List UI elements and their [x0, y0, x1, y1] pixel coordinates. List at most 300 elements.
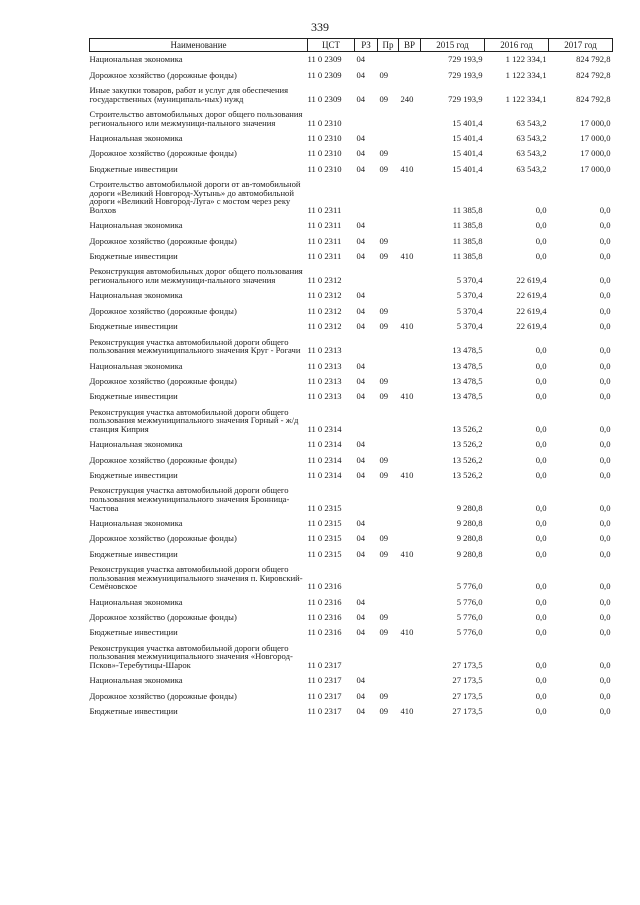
cell-2017: 0,0	[599, 581, 611, 592]
table-row	[90, 404, 613, 437]
cell-rz: 04	[356, 69, 366, 80]
cell-name: Реконструкция автомобильных дорог общего пользования регионального или межмуници-пального значения	[89, 266, 303, 286]
cell-name: Национальная экономика	[89, 54, 183, 65]
cell-name: Бюджетные инвестиции	[89, 627, 178, 638]
cell-cst: 11 0 2313	[307, 391, 342, 402]
cell-rz	[355, 404, 378, 437]
cell-name: Национальная экономика	[89, 360, 183, 371]
cell-name: Строительство автомобильной дороги от ав-томобильной дороги «Великий Новгород-Хутынь» до автомобильной дороги «Великий Новгород-Луга» с мостом через реку Волхов	[89, 179, 301, 215]
table-row	[90, 562, 613, 595]
cell-vr	[399, 640, 421, 673]
table-row	[90, 161, 613, 176]
cell-2016: 1 122 334,1	[505, 93, 547, 104]
cell-vr	[399, 52, 421, 68]
cell-name: Реконструкция участка автомобильной дороги общего пользования межмуниципального значения «Новгород-Псков»-Теребутицы-Шарок	[89, 642, 293, 670]
cell-2016: 0,0	[535, 581, 547, 592]
cell-2017: 0,0	[599, 469, 611, 480]
cell-2015: 13 526,2	[452, 439, 483, 450]
cell-rz: 04	[356, 706, 366, 717]
cell-vr: 410	[400, 548, 414, 559]
cell-2015: 27 173,5	[452, 675, 483, 686]
cell-vr: 410	[400, 251, 414, 262]
cell-rz: 04	[356, 548, 366, 559]
cell-2015: 5 776,0	[456, 581, 483, 592]
cell-2017: 0,0	[599, 321, 611, 332]
cell-cst: 11 0 2317	[307, 690, 342, 701]
cell-2016: 0,0	[535, 391, 547, 402]
cell-cst: 11 0 2309	[307, 54, 342, 65]
table-row	[90, 673, 613, 688]
cell-2017: 824 792,8	[576, 54, 611, 65]
cell-2015: 13 526,2	[452, 469, 483, 480]
cell-name: Бюджетные инвестиции	[89, 391, 178, 402]
header-cst: ЦСТ	[308, 39, 355, 52]
cell-2017: 0,0	[599, 439, 611, 450]
cell-vr	[399, 516, 421, 531]
cell-name: Реконструкция участка автомобильной дороги общего пользования межмуниципального значения п. Кировский-Семёновское	[89, 564, 303, 592]
cell-vr	[399, 404, 421, 437]
cell-cst: 11 0 2315	[307, 548, 342, 559]
header-vr: ВР	[399, 39, 421, 52]
table-row	[90, 146, 613, 161]
cell-name: Дорожное хозяйство (дорожные фонды)	[89, 454, 237, 465]
cell-2016: 0,0	[535, 533, 547, 544]
cell-2015: 15 401,4	[452, 117, 483, 128]
cell-pr: 09	[379, 690, 389, 701]
cell-cst: 11 0 2316	[307, 596, 342, 607]
cell-2016: 0,0	[535, 439, 547, 450]
cell-pr: 09	[379, 69, 389, 80]
cell-pr: 09	[379, 305, 389, 316]
cell-cst: 11 0 2314	[307, 469, 342, 480]
cell-name: Национальная экономика	[89, 675, 183, 686]
table-row	[90, 319, 613, 334]
cell-rz: 04	[356, 469, 366, 480]
cell-pr	[378, 358, 399, 373]
cell-cst: 11 0 2315	[307, 502, 342, 513]
cell-cst: 11 0 2315	[307, 533, 342, 544]
cell-cst: 11 0 2313	[307, 360, 342, 371]
header-pr: Пр	[378, 39, 399, 52]
cell-2016: 0,0	[535, 659, 547, 670]
cell-cst: 11 0 2312	[307, 321, 342, 332]
cell-vr	[399, 610, 421, 625]
cell-2015: 5 370,4	[456, 305, 483, 316]
cell-pr	[378, 483, 399, 516]
table-row	[90, 594, 613, 609]
cell-2017: 0,0	[599, 423, 611, 434]
cell-2015: 9 280,8	[456, 548, 483, 559]
page-number: 339	[311, 20, 329, 34]
cell-2015: 11 385,8	[452, 235, 483, 246]
header-rz: РЗ	[355, 39, 378, 52]
cell-vr	[399, 594, 421, 609]
cell-2017: 0,0	[599, 251, 611, 262]
header-2017: 2017 год	[549, 39, 613, 52]
cell-2015: 11 385,8	[452, 251, 483, 262]
table-row	[90, 452, 613, 467]
cell-cst: 11 0 2315	[307, 517, 342, 528]
cell-name: Дорожное хозяйство (дорожные фонды)	[89, 690, 237, 701]
cell-pr	[378, 107, 399, 131]
table-row	[90, 52, 613, 68]
table-row	[90, 67, 613, 82]
cell-cst: 11 0 2310	[307, 133, 342, 144]
cell-cst: 11 0 2312	[307, 275, 342, 286]
cell-rz: 04	[356, 675, 366, 686]
cell-rz	[355, 177, 378, 218]
table-row	[90, 131, 613, 146]
cell-2017: 0,0	[599, 391, 611, 402]
cell-2016: 63 543,2	[516, 163, 547, 174]
cell-pr: 09	[379, 469, 389, 480]
table-row	[90, 468, 613, 483]
cell-name: Дорожное хозяйство (дорожные фонды)	[89, 533, 237, 544]
cell-2016: 0,0	[535, 454, 547, 465]
cell-name: Бюджетные инвестиции	[89, 321, 178, 332]
cell-rz: 04	[356, 533, 366, 544]
cell-cst: 11 0 2311	[307, 220, 342, 231]
cell-cst: 11 0 2316	[307, 581, 342, 592]
cell-pr: 09	[379, 548, 389, 559]
cell-pr	[378, 640, 399, 673]
cell-vr: 240	[400, 93, 414, 104]
table-body	[90, 52, 613, 720]
cell-name: Бюджетные инвестиции	[89, 251, 178, 262]
cell-2017: 0,0	[599, 596, 611, 607]
cell-2017: 0,0	[599, 305, 611, 316]
table-row	[90, 334, 613, 358]
cell-2017: 0,0	[599, 220, 611, 231]
cell-cst: 11 0 2313	[307, 375, 342, 386]
cell-rz	[355, 334, 378, 358]
cell-name: Дорожное хозяйство (дорожные фонды)	[89, 611, 237, 622]
cell-2016: 1 122 334,1	[505, 69, 547, 80]
cell-2017: 0,0	[599, 502, 611, 513]
cell-2017: 0,0	[599, 611, 611, 622]
cell-2016: 22 619,4	[516, 275, 547, 286]
cell-2015: 5 370,4	[456, 290, 483, 301]
cell-vr	[399, 562, 421, 595]
cell-2015: 13 478,5	[452, 360, 483, 371]
cell-2016: 0,0	[535, 345, 547, 356]
cell-pr	[378, 52, 399, 68]
cell-2017: 17 000,0	[580, 148, 611, 159]
cell-pr: 09	[379, 321, 389, 332]
cell-2017: 17 000,0	[580, 133, 611, 144]
cell-vr: 410	[400, 469, 414, 480]
cell-rz	[355, 107, 378, 131]
cell-vr	[399, 437, 421, 452]
cell-cst: 11 0 2317	[307, 675, 342, 686]
cell-2015: 5 776,0	[456, 611, 483, 622]
cell-cst: 11 0 2309	[307, 93, 342, 104]
table-row	[90, 546, 613, 561]
cell-cst: 11 0 2314	[307, 439, 342, 450]
cell-pr	[378, 131, 399, 146]
cell-rz: 04	[356, 305, 366, 316]
table-row	[90, 107, 613, 131]
cell-rz: 04	[356, 517, 366, 528]
cell-2016: 0,0	[535, 611, 547, 622]
cell-2016: 0,0	[535, 502, 547, 513]
cell-pr	[378, 334, 399, 358]
table-row	[90, 610, 613, 625]
cell-pr: 09	[379, 235, 389, 246]
cell-2017: 0,0	[599, 345, 611, 356]
cell-2015: 11 385,8	[452, 204, 483, 215]
table-header-row	[90, 39, 613, 52]
cell-name: Дорожное хозяйство (дорожные фонды)	[89, 235, 237, 246]
cell-rz	[355, 264, 378, 288]
table-row	[90, 358, 613, 373]
cell-name: Бюджетные инвестиции	[89, 163, 178, 174]
cell-pr: 09	[379, 163, 389, 174]
cell-2015: 9 280,8	[456, 517, 483, 528]
cell-2017: 0,0	[599, 706, 611, 717]
cell-vr	[399, 374, 421, 389]
table-row	[90, 177, 613, 218]
cell-rz	[355, 640, 378, 673]
cell-2015: 27 173,5	[452, 659, 483, 670]
cell-vr: 410	[400, 391, 414, 402]
budget-table	[89, 38, 613, 719]
cell-name: Бюджетные инвестиции	[89, 706, 178, 717]
cell-cst: 11 0 2311	[307, 235, 342, 246]
cell-vr	[399, 688, 421, 703]
header-2016: 2016 год	[485, 39, 549, 52]
cell-name: Реконструкция участка автомобильной дороги общего пользования межмуниципального значения Бронница-Частова	[89, 485, 290, 513]
header-name: Наименование	[90, 39, 308, 52]
cell-2015: 729 193,9	[448, 69, 483, 80]
cell-pr: 09	[379, 627, 389, 638]
cell-vr: 410	[400, 706, 414, 717]
cell-name: Дорожное хозяйство (дорожные фонды)	[89, 305, 237, 316]
cell-rz: 04	[356, 391, 366, 402]
cell-2017: 0,0	[599, 235, 611, 246]
cell-2016: 0,0	[535, 675, 547, 686]
cell-name: Дорожное хозяйство (дорожные фонды)	[89, 375, 237, 386]
cell-pr	[378, 264, 399, 288]
cell-2016: 0,0	[535, 469, 547, 480]
cell-2017: 0,0	[599, 548, 611, 559]
cell-2016: 0,0	[535, 706, 547, 717]
cell-2016: 0,0	[535, 423, 547, 434]
cell-2016: 0,0	[535, 690, 547, 701]
cell-vr	[399, 264, 421, 288]
cell-cst: 11 0 2312	[307, 290, 342, 301]
cell-2015: 729 193,9	[448, 54, 483, 65]
cell-rz: 04	[356, 454, 366, 465]
cell-2016: 63 543,2	[516, 117, 547, 128]
cell-2016: 0,0	[535, 548, 547, 559]
cell-cst: 11 0 2310	[307, 117, 342, 128]
cell-2016: 0,0	[535, 251, 547, 262]
cell-cst: 11 0 2314	[307, 454, 342, 465]
table-row	[90, 264, 613, 288]
cell-pr	[378, 673, 399, 688]
cell-pr	[378, 594, 399, 609]
cell-pr: 09	[379, 611, 389, 622]
cell-pr: 09	[379, 375, 389, 386]
table-row	[90, 249, 613, 264]
cell-2016: 0,0	[535, 375, 547, 386]
cell-2017: 0,0	[599, 675, 611, 686]
cell-rz	[355, 483, 378, 516]
cell-vr	[399, 452, 421, 467]
cell-rz: 04	[356, 290, 366, 301]
cell-2017: 0,0	[599, 360, 611, 371]
cell-name: Дорожное хозяйство (дорожные фонды)	[89, 148, 237, 159]
table-row	[90, 483, 613, 516]
cell-2017: 0,0	[599, 533, 611, 544]
cell-name: Национальная экономика	[89, 133, 183, 144]
cell-2015: 13 526,2	[452, 454, 483, 465]
cell-vr	[399, 146, 421, 161]
cell-cst: 11 0 2311	[307, 204, 342, 215]
cell-2015: 15 401,4	[452, 163, 483, 174]
cell-cst: 11 0 2310	[307, 163, 342, 174]
cell-pr	[378, 177, 399, 218]
cell-2017: 0,0	[599, 454, 611, 465]
cell-rz: 04	[356, 54, 366, 65]
cell-vr	[399, 334, 421, 358]
cell-name: Национальная экономика	[89, 596, 183, 607]
cell-2015: 5 370,4	[456, 275, 483, 286]
cell-rz: 04	[356, 690, 366, 701]
cell-cst: 11 0 2316	[307, 611, 342, 622]
cell-2015: 9 280,8	[456, 502, 483, 513]
cell-2017: 0,0	[599, 375, 611, 386]
cell-rz: 04	[356, 627, 366, 638]
cell-2017: 0,0	[599, 627, 611, 638]
cell-name: Бюджетные инвестиции	[89, 548, 178, 559]
cell-cst: 11 0 2313	[307, 345, 342, 356]
cell-name: Строительство автомобильных дорог общего пользования регионального или межмуници-пального значения	[89, 109, 303, 128]
cell-cst: 11 0 2310	[307, 148, 342, 159]
cell-cst: 11 0 2317	[307, 659, 342, 670]
cell-2016: 0,0	[535, 204, 547, 215]
table-row	[90, 218, 613, 233]
cell-2016: 0,0	[535, 627, 547, 638]
cell-2015: 27 173,5	[452, 706, 483, 717]
table-row	[90, 437, 613, 452]
table-row	[90, 704, 613, 719]
cell-rz: 04	[356, 611, 366, 622]
table-row	[90, 288, 613, 303]
cell-cst: 11 0 2314	[307, 423, 342, 434]
cell-pr: 09	[379, 533, 389, 544]
cell-pr	[378, 288, 399, 303]
cell-2016: 22 619,4	[516, 305, 547, 316]
cell-2015: 13 526,2	[452, 423, 483, 434]
cell-vr	[399, 531, 421, 546]
cell-pr: 09	[379, 454, 389, 465]
cell-2015: 5 370,4	[456, 321, 483, 332]
cell-2016: 0,0	[535, 517, 547, 528]
cell-pr: 09	[379, 93, 389, 104]
cell-vr: 410	[400, 163, 414, 174]
table-row	[90, 389, 613, 404]
table-row	[90, 516, 613, 531]
cell-name: Иные закупки товаров, работ и услуг для обеспечения государственных (муниципаль-ных) нужд	[89, 85, 289, 104]
cell-rz: 04	[356, 321, 366, 332]
cell-name: Бюджетные инвестиции	[89, 469, 178, 480]
cell-vr: 410	[400, 627, 414, 638]
cell-2017: 0,0	[599, 290, 611, 301]
cell-rz: 04	[356, 163, 366, 174]
cell-pr	[378, 437, 399, 452]
cell-2017: 17 000,0	[580, 163, 611, 174]
cell-name: Реконструкция участка автомобильной дороги общего пользования межмуниципального значения Горный - ж/д станция Киприя	[89, 406, 299, 434]
cell-vr	[399, 358, 421, 373]
cell-name: Национальная экономика	[89, 290, 183, 301]
cell-vr	[399, 131, 421, 146]
cell-2015: 9 280,8	[456, 533, 483, 544]
cell-2015: 729 193,9	[448, 93, 483, 104]
table-row	[90, 233, 613, 248]
cell-vr	[399, 67, 421, 82]
cell-2016: 63 543,2	[516, 148, 547, 159]
cell-vr	[399, 673, 421, 688]
cell-2017: 0,0	[599, 204, 611, 215]
cell-rz: 04	[356, 596, 366, 607]
cell-2015: 13 478,5	[452, 345, 483, 356]
cell-2017: 0,0	[599, 517, 611, 528]
cell-rz: 04	[356, 133, 366, 144]
cell-rz	[355, 562, 378, 595]
cell-2016: 63 543,2	[516, 133, 547, 144]
cell-vr	[399, 303, 421, 318]
cell-2015: 5 776,0	[456, 596, 483, 607]
cell-2017: 0,0	[599, 659, 611, 670]
cell-cst: 11 0 2311	[307, 251, 342, 262]
table-row	[90, 640, 613, 673]
table-row	[90, 531, 613, 546]
cell-2015: 13 478,5	[452, 391, 483, 402]
cell-vr: 410	[400, 321, 414, 332]
cell-pr	[378, 404, 399, 437]
cell-cst: 11 0 2312	[307, 305, 342, 316]
cell-vr	[399, 177, 421, 218]
cell-vr	[399, 288, 421, 303]
cell-pr	[378, 562, 399, 595]
cell-cst: 11 0 2309	[307, 69, 342, 80]
table-row	[90, 374, 613, 389]
cell-2015: 15 401,4	[452, 148, 483, 159]
cell-pr: 09	[379, 706, 389, 717]
cell-name: Дорожное хозяйство (дорожные фонды)	[89, 69, 237, 80]
cell-vr	[399, 483, 421, 516]
cell-2016: 0,0	[535, 235, 547, 246]
cell-2017: 824 792,8	[576, 93, 611, 104]
cell-rz: 04	[356, 220, 366, 231]
cell-2016: 0,0	[535, 220, 547, 231]
cell-2017: 17 000,0	[580, 117, 611, 128]
cell-rz: 04	[356, 235, 366, 246]
cell-2016: 1 122 334,1	[505, 54, 547, 65]
cell-cst: 11 0 2317	[307, 706, 342, 717]
cell-name: Национальная экономика	[89, 220, 183, 231]
cell-2017: 0,0	[599, 275, 611, 286]
cell-rz: 04	[356, 251, 366, 262]
table-row	[90, 83, 613, 107]
cell-name: Национальная экономика	[89, 517, 183, 528]
cell-name: Реконструкция участка автомобильной дороги общего пользования межмуниципального значения Круг - Рогачи	[89, 336, 301, 356]
cell-pr: 09	[379, 251, 389, 262]
cell-2015: 27 173,5	[452, 690, 483, 701]
cell-vr	[399, 233, 421, 248]
